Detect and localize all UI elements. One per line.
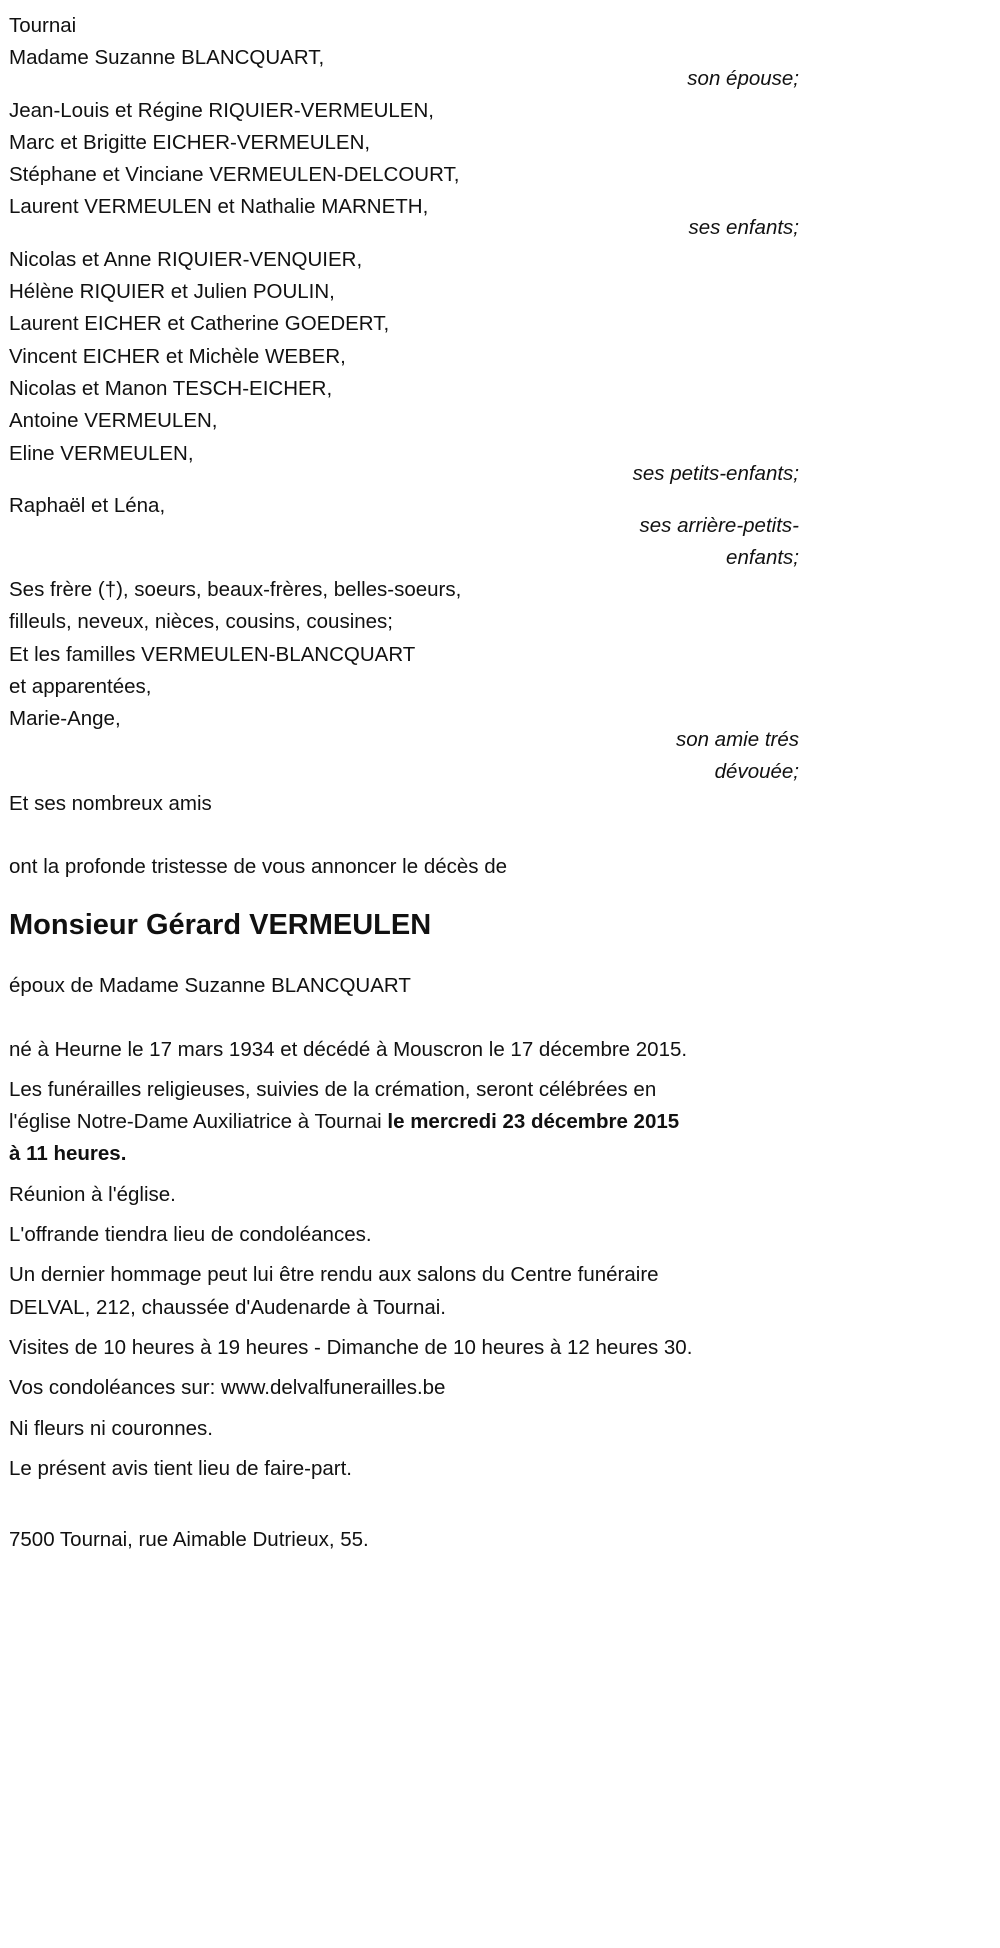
family-group xyxy=(9,490,799,574)
notice: Le présent avis tient lieu de faire-part. xyxy=(9,1456,352,1480)
family-member: Hélène RIQUIER et Julien POULIN, xyxy=(9,280,335,304)
relationship-label: dévouée; xyxy=(714,759,799,783)
relationship-label: son amie trés xyxy=(675,727,799,751)
funeral-line: Les funérailles religieuses, suivies de la crémation, seront célébrées en xyxy=(9,1077,657,1101)
family-member: et apparentées, xyxy=(9,675,152,699)
tribute-line: DELVAL, 212, chaussée d'Audenarde à Tournai. xyxy=(9,1295,446,1319)
funeral-info xyxy=(9,1074,799,1171)
funeral-time: à 11 heures. xyxy=(9,1142,127,1166)
birth-death: né à Heurne le 17 mars 1934 et décédé à Mouscron le 17 décembre 2015. xyxy=(9,1037,688,1061)
relationship-label: ses petits-enfants; xyxy=(632,461,799,485)
family-member: Laurent VERMEULEN et Nathalie MARNETH, xyxy=(9,195,429,219)
family-member: Raphaël et Léna, xyxy=(9,493,166,517)
family-member: Jean-Louis et Régine RIQUIER-VERMEULEN, xyxy=(9,98,434,122)
funeral-place: l'église Notre-Dame Auxiliatrice à Tournai xyxy=(9,1110,388,1134)
family-member: Nicolas et Anne RIQUIER-VENQUIER, xyxy=(9,247,363,271)
family-group xyxy=(9,42,799,94)
announcement: ont la profonde tristesse de vous annoncer le décès de xyxy=(9,854,508,878)
funeral-line xyxy=(9,1106,799,1138)
relationship-label: enfants; xyxy=(726,546,799,570)
family-member: Madame Suzanne BLANCQUART, xyxy=(9,46,325,70)
family-member: Stéphane et Vinciane VERMEULEN-DELCOURT, xyxy=(9,163,460,187)
condolences: Vos condoléances sur: www.delvalfunerailles.be xyxy=(9,1376,446,1400)
family-member: Laurent EICHER et Catherine GOEDERT, xyxy=(9,312,390,336)
relationship-label: son épouse; xyxy=(687,66,799,90)
family-member: Ses frère (†), soeurs, beaux-frères, belles-soeurs, xyxy=(9,578,462,602)
family-group xyxy=(9,95,799,244)
family-member: Marie-Ange, xyxy=(9,707,121,731)
family-list xyxy=(9,42,799,787)
deceased-name: Monsieur Gérard VERMEULEN xyxy=(9,909,432,942)
relationship-label: ses enfants; xyxy=(688,215,799,239)
family-member: Eline VERMEULEN, xyxy=(9,441,194,465)
family-group xyxy=(9,244,799,490)
flowers: Ni fleurs ni couronnes. xyxy=(9,1416,213,1440)
funeral-date: le mercredi 23 décembre 2015 xyxy=(387,1110,680,1134)
family-member: Et les familles VERMEULEN-BLANCQUART xyxy=(9,642,416,666)
offering: L'offrande tiendra lieu de condoléances. xyxy=(9,1223,372,1247)
place: Tournai xyxy=(9,14,77,37)
family-member: Vincent EICHER et Michèle WEBER, xyxy=(9,344,346,368)
address: 7500 Tournai, rue Aimable Dutrieux, 55. xyxy=(9,1528,369,1552)
visits: Visites de 10 heures à 19 heures - Dimanche de 10 heures à 12 heures 30. xyxy=(9,1335,693,1359)
tribute-line: Un dernier hommage peut lui être rendu aux salons du Centre funéraire xyxy=(9,1263,659,1287)
tribute xyxy=(9,1259,799,1324)
family-group xyxy=(9,574,799,787)
spouse-line: époux de Madame Suzanne BLANCQUART xyxy=(9,974,411,998)
friends-line: Et ses nombreux amis xyxy=(9,791,212,815)
meeting: Réunion à l'église. xyxy=(9,1182,176,1206)
family-member: Marc et Brigitte EICHER-VERMEULEN, xyxy=(9,130,371,154)
funeral-line xyxy=(9,1138,799,1170)
relationship-label: ses arrière-petits- xyxy=(639,514,799,538)
family-member: filleuls, neveux, nièces, cousins, cousines; xyxy=(9,610,394,634)
family-member: Antoine VERMEULEN, xyxy=(9,409,218,433)
family-member: Nicolas et Manon TESCH-EICHER, xyxy=(9,376,333,400)
